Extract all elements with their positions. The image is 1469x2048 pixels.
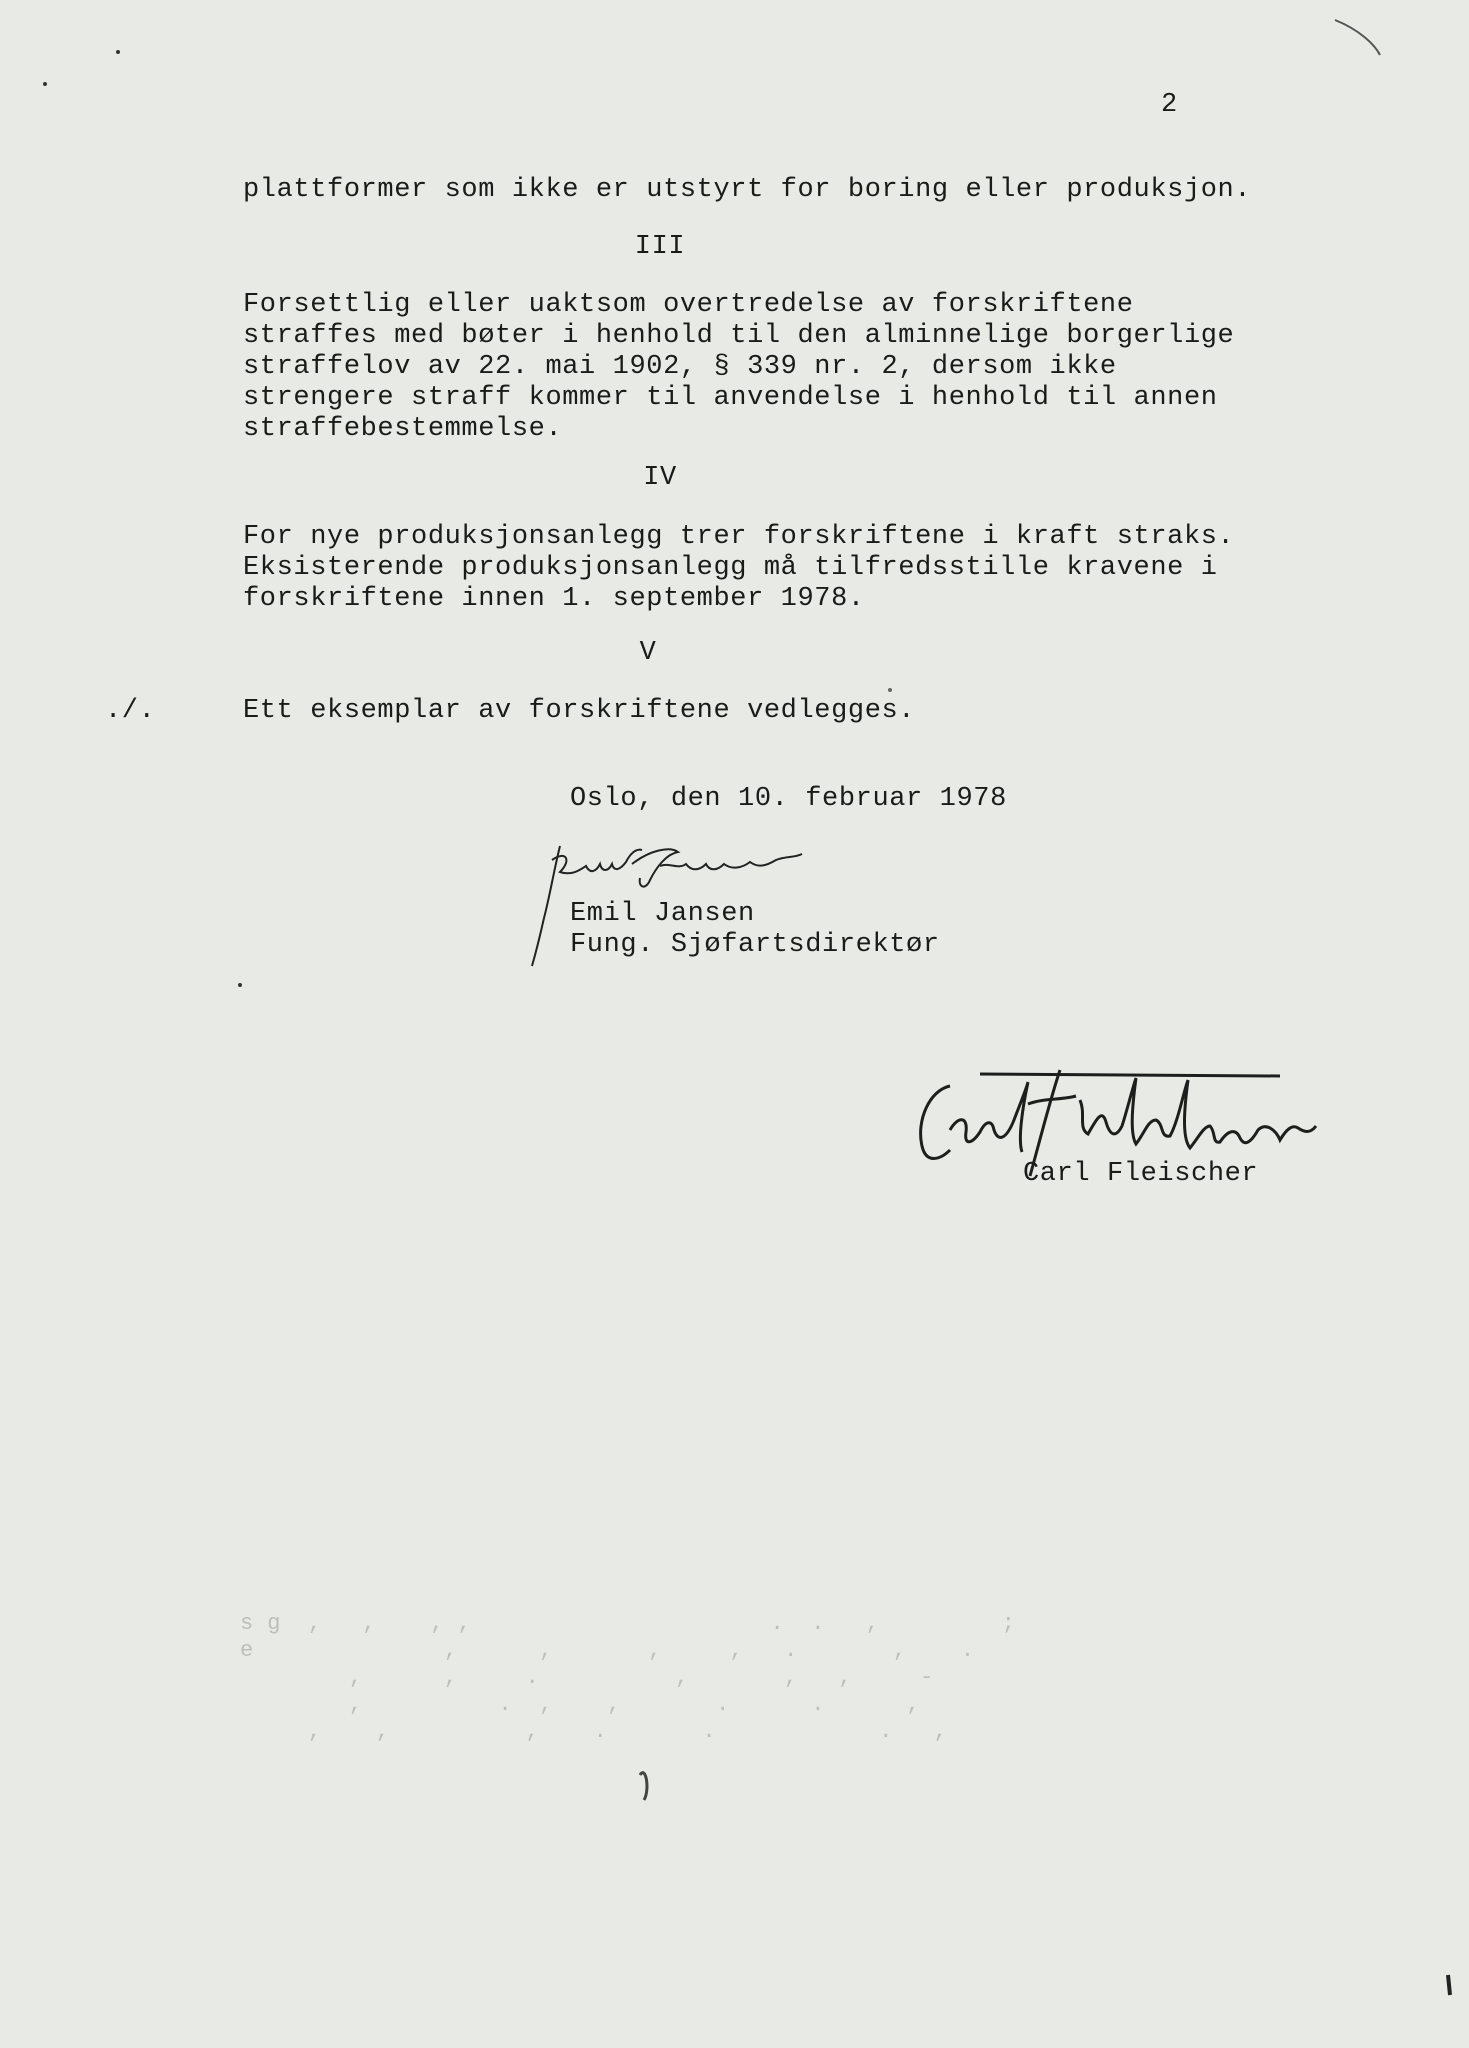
section-line: straffebestemmelse. (243, 414, 563, 444)
margin-mark: ./. (105, 696, 156, 726)
section-line: strengere straff kommer til anvendelse i henhold til annen (243, 383, 1218, 413)
section-line: Ett eksemplar av forskriftene vedlegges. (243, 696, 916, 726)
page-number: 2 (1161, 90, 1178, 120)
section-line: straffes med bøter i henhold til den alminnelige borgerlige (243, 321, 1235, 351)
section-line: Forsettlig eller uaktsom overtredelse av forskriftene (243, 290, 1134, 320)
section-line: forskriftene innen 1. september 1978. (243, 584, 865, 614)
place-date: Oslo, den 10. februar 1978 (570, 784, 1007, 814)
section-line: Eksisterende produksjonsanlegg må tilfredsstille kravene i (243, 553, 1218, 583)
signatory-name: Carl Fleischer (1023, 1159, 1259, 1189)
opening-line: plattformer som ikke er utstyrt for boring eller produksjon. (243, 175, 1252, 205)
section-numeral: IV (643, 463, 677, 493)
section-numeral: III (634, 232, 686, 262)
signatory-name: Emil Jansen (570, 899, 755, 929)
section-line: straffelov av 22. mai 1902, § 339 nr. 2, dersom ikke (243, 352, 1117, 382)
section-line: For nye produksjonsanlegg trer forskriftene i kraft straks. (243, 522, 1235, 552)
signatory-title: Fung. Sjøfartsdirektør (570, 930, 940, 960)
bleed-through-text: s g , , , , . . , ; e , , , , . , . , , . , , , - , . , , . . , , , , . . . , (240, 1611, 1016, 1744)
section-numeral: V (639, 638, 657, 668)
